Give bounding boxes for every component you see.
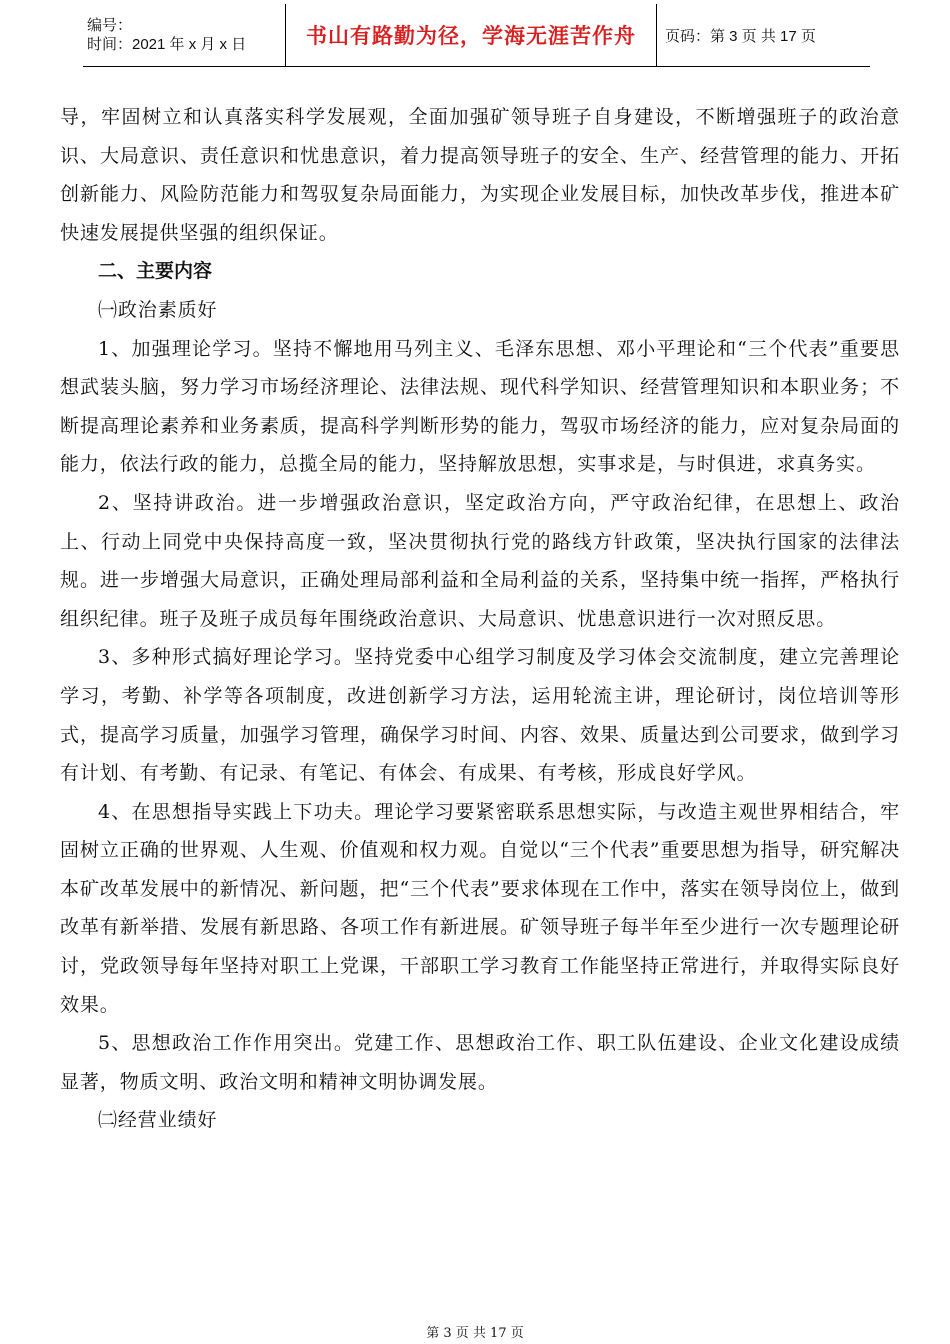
time-label: 时间：2021 年 x 月 x 日 (87, 36, 247, 53)
page-footer: 第 3 页 共 17 页 (426, 1326, 524, 1341)
number-label: 编号： (87, 17, 133, 34)
page-header (83, 4, 870, 67)
header-page-info-cell (657, 4, 870, 66)
header-motto-cell (285, 4, 657, 66)
section-heading: 二、主要内容 (98, 260, 213, 283)
paragraph-4: 4、在思想指导实践上下功夫。理论学习要紧密联系思想实际，与改造主观世界相结合，牢固树立正确的世界观、人生观、价值观和权力观。自觉以“三个代表”重要思想为指导，研究解决本矿改革发展中的新情况、新问题，把“三个代表”要求体现在工作中，落实在领导岗位上，做到改革有新举措、发展有新思路、各项工作有新进展。矿领导班子每半年至少进行一次专题理论研讨，党政领导每年坚持对职工上党课，干部职工学习教育工作能坚持正常进行，并取得实际良好效果。 (60, 800, 900, 1016)
document-body (60, 98, 900, 1140)
paragraph-2: 2、坚持讲政治。进一步增强政治意识，坚定政治方向，严守政治纪律，在思想上、政治上、行动上同党中央保持高度一致，坚决贯彻执行党的路线方针政策，坚决执行国家的法律法规。进一步增强大局意识，正确处理局部利益和全局利益的关系，坚持集中统一指挥，严格执行组织纪律。班子及班子成员每年围绕政治意识、大局意识、忧患意识进行一次对照反思。 (60, 491, 900, 630)
subsection-heading-1: ㈠政治素质好 (98, 298, 218, 321)
paragraph-1: 1、加强理论学习。坚持不懈地用马列主义、毛泽东思想、邓小平理论和“三个代表”重要思想武装头脑，努力学习市场经济理论、法律法规、现代科学知识、经营管理知识和本职业务；不断提高理论素养和业务素质，提高科学判断形势的能力，驾驭市场经济的能力，应对复杂局面的能力，依法行政的能力，总揽全局的能力，坚持解放思想，实事求是，与时俱进，求真务实。 (60, 337, 900, 476)
paragraph-3: 3、多种形式搞好理论学习。坚持党委中心组学习制度及学习体会交流制度，建立完善理论学习，考勤、补学等各项制度，改进创新学习方法，运用轮流主讲，理论研讨，岗位培训等形式，提高学习质量，加强学习管理，确保学习时间、内容、效果、质量达到公司要求，做到学习有计划、有考勤、有记录、有笔记、有体会、有成果、有考核，形成良好学风。 (60, 646, 900, 785)
motto: 书山有路勤为径，学海无涯苦作舟 (306, 24, 636, 48)
page-info: 页码：第 3 页 共 17 页 (665, 27, 816, 45)
header-meta (83, 4, 285, 66)
subsection-heading-2: ㈡经营业绩好 (98, 1109, 218, 1132)
paragraph-5: 5、思想政治工作作用突出。党建工作、思想政治工作、职工队伍建设、企业文化建设成绩显著，物质文明、政治文明和精神文明协调发展。 (60, 1032, 900, 1093)
paragraph-intro: 导，牢固树立和认真落实科学发展观，全面加强矿领导班子自身建设，不断增强班子的政治意识、大局意识、责任意识和忧患意识，着力提高领导班子的安全、生产、经营管理的能力、开拓创新能力、风险防范能力和驾驭复杂局面能力，为实现企业发展目标，加快改革步伐，推进本矿快速发展提供坚强的组织保证。 (60, 106, 900, 244)
